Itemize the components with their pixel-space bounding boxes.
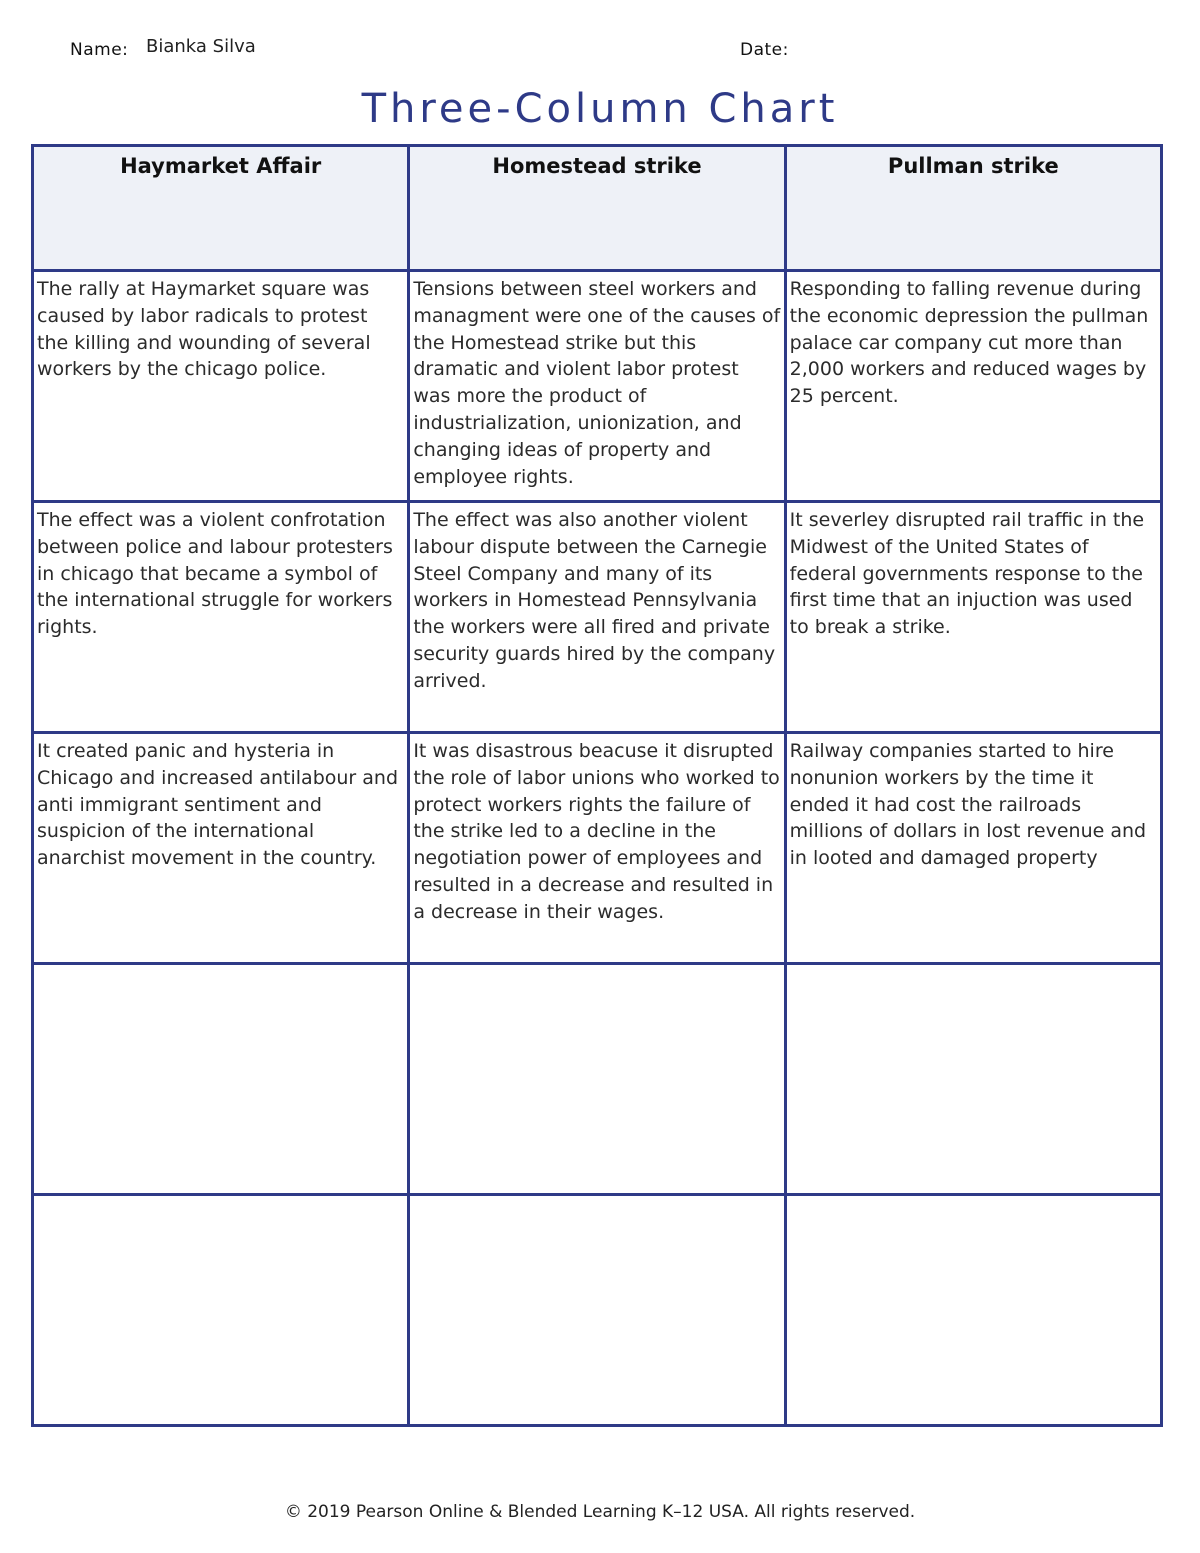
table-cell-empty <box>785 964 1161 1195</box>
date-label: Date: <box>740 40 789 60</box>
table-cell-empty <box>33 964 409 1195</box>
table-cell: It created panic and hysteria in Chicago and increased antilabour and anti immigrant sentiment and suspicion of the international anarchist movement in the country. <box>33 733 409 964</box>
table-header-row <box>33 146 1162 271</box>
copyright-footer: © 2019 Pearson Online & Blended Learning K–12 USA. All rights reserved. <box>284 1502 916 1522</box>
table-cell: The rally at Haymarket square was caused by labor radicals to protest the killing and wounding of several workers by the chicago police. <box>33 271 409 502</box>
table-row <box>33 964 1162 1195</box>
table-cell: Railway companies started to hire nonunion workers by the time it ended it had cost the railroads millions of dollars in lost revenue and in looted and damaged property <box>785 733 1161 964</box>
table-cell: The effect was a violent confrotation between police and labour protesters in chicago that became a symbol of the international struggle for workers rights. <box>33 502 409 733</box>
column-header-haymarket: Haymarket Affair <box>33 146 409 271</box>
table-cell: Responding to falling revenue during the economic depression the pullman palace car company cut more than 2,000 workers and reduced wages by 25 percent. <box>785 271 1161 502</box>
table-cell-empty <box>33 1195 409 1426</box>
table-row <box>33 733 1162 964</box>
table-cell-empty <box>409 1195 785 1426</box>
table-row <box>33 271 1162 502</box>
table-cell-empty <box>409 964 785 1195</box>
table-cell-empty <box>785 1195 1161 1426</box>
page-title: Three-Column Chart <box>361 86 839 132</box>
table-cell: Tensions between steel workers and managment were one of the causes of the Homestead strike but this dramatic and violent labor protest was more the product of industrialization, unionization, and changing ideas of property and employee rights. <box>409 271 785 502</box>
name-value: Bianka Silva <box>146 36 256 57</box>
table-row <box>33 1195 1162 1426</box>
table-row <box>33 502 1162 733</box>
table-cell: The effect was also another violent labour dispute between the Carnegie Steel Company and many of its workers in Homestead Pennsylvania the workers were all fired and private security guards hired by the company arrived. <box>409 502 785 733</box>
column-header-pullman: Pullman strike <box>785 146 1161 271</box>
table-cell: It severley disrupted rail traffic in the Midwest of the United States of federal governments response to the first time that an injuction was used to break a strike. <box>785 502 1161 733</box>
table-cell: It was disastrous beacuse it disrupted the role of labor unions who worked to protect workers rights the failure of the strike led to a decline in the negotiation power of employees and resulted in a decrease and resulted in a decrease in their wages. <box>409 733 785 964</box>
three-column-table <box>31 144 1163 1427</box>
column-header-homestead: Homestead strike <box>409 146 785 271</box>
name-label: Name: <box>70 40 129 60</box>
header-row <box>70 36 1150 64</box>
